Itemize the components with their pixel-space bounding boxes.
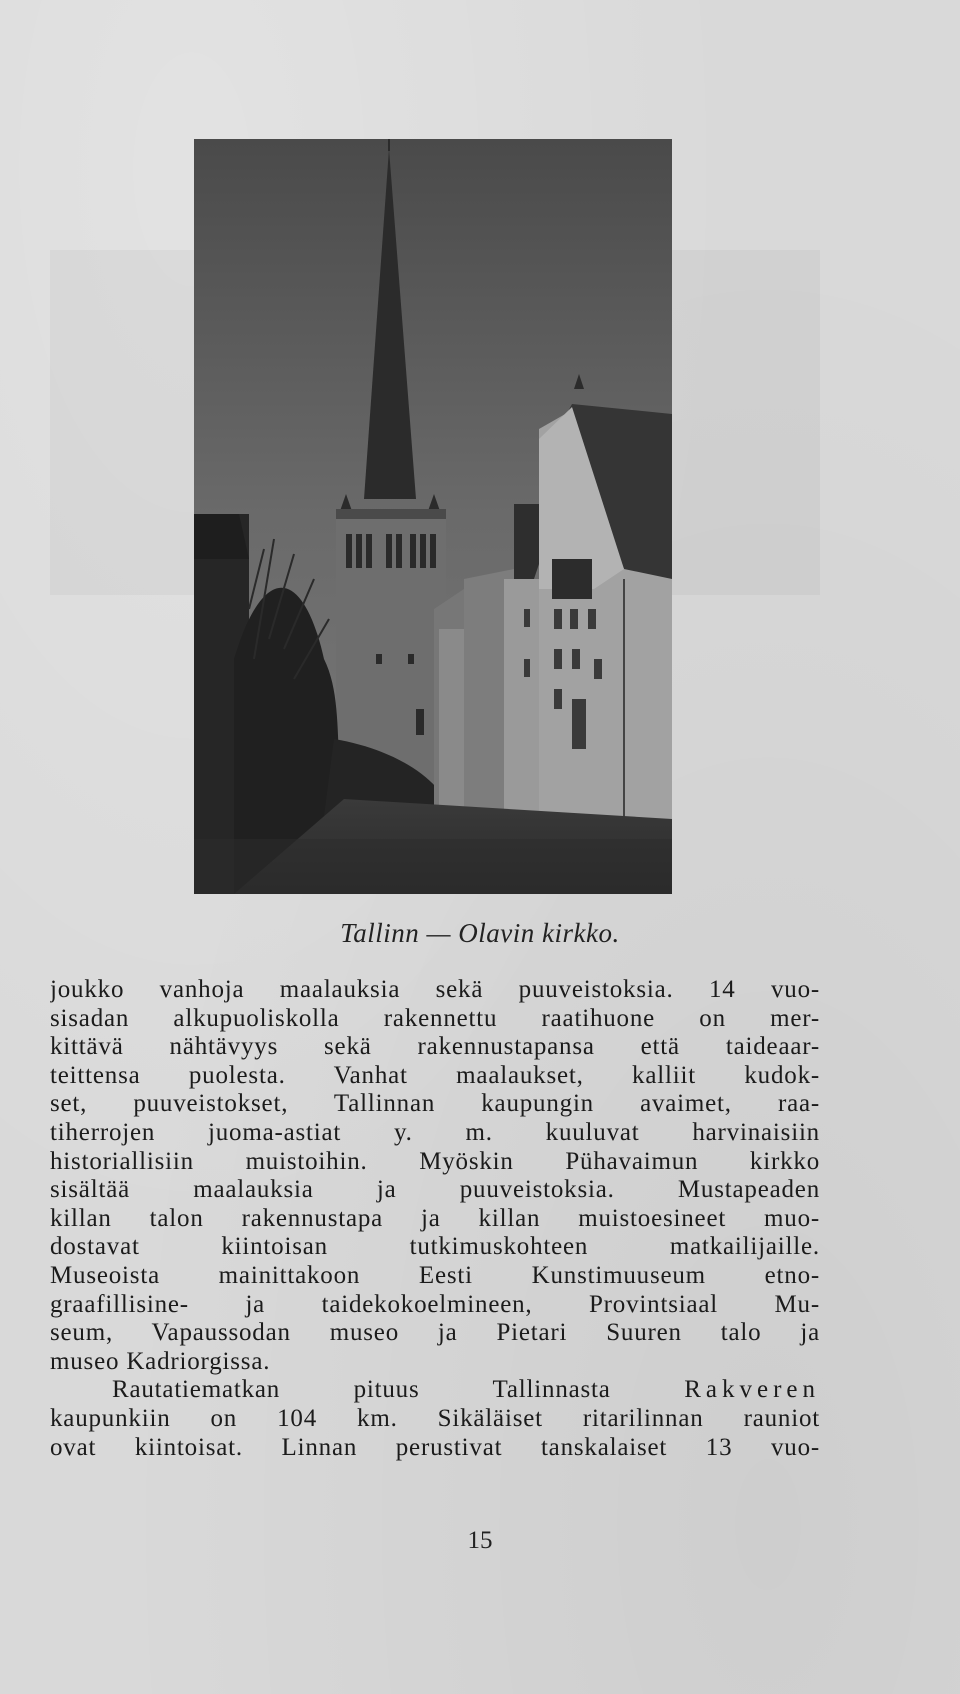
text-line: museo Kadriorgissa. [50, 1347, 271, 1375]
place-name-rakveren: Rakveren [684, 1376, 820, 1404]
text-line: killan talon rakennustapa ja killan muistoesineet muo- [50, 1204, 820, 1232]
text-line: kittävä nähtävyys sekä rakennustapansa että taideaar- [50, 1033, 820, 1061]
text-line: teittensa puolesta. Vanhat maalaukset, kalliit kudok- [50, 1061, 820, 1089]
text-line: set, puuveistokset, Tallinnan kaupungin avaimet, raa- [50, 1090, 820, 1118]
text-line: tiherrojen juoma-astiat y. m. kuuluvat harvinaisiin [50, 1118, 820, 1146]
photo-olavin-kirkko [194, 139, 672, 894]
text-line [50, 1376, 820, 1405]
text-line: sisadan alkupuoliskolla rakennettu raatihuone on mer- [50, 1004, 820, 1032]
text-line: ovat kiintoisat. Linnan perustivat tanskalaiset 13 vuo- [50, 1433, 820, 1461]
text-line: sisältää maalauksia ja puuveistoksia. Mustapeaden [50, 1176, 820, 1204]
photo-caption: Tallinn — Olavin kirkko. [340, 918, 620, 948]
text-line: historiallisiin muistoihin. Myöskin Pühavaimun kirkko [50, 1147, 820, 1175]
text-line: Museoista mainittakoon Eesti Kunstimuuseum etno- [50, 1261, 820, 1289]
body-text [50, 976, 820, 1462]
text-line: kaupunkiin on 104 km. Sikäläiset ritarilinnan rauniot [50, 1404, 820, 1432]
text-line: joukko vanhoja maalauksia sekä puuveistoksia. 14 vuo- [50, 976, 820, 1003]
text-line-start: Rautatiematkan pituus Tallinnasta [112, 1376, 611, 1404]
text-line: seum, Vapaussodan museo ja Pietari Suuren talo ja [50, 1319, 820, 1347]
text-line: dostavat kiintoisan tutkimuskohteen matkailijaille. [50, 1233, 820, 1261]
text-line: graafillisine- ja taidekokoelmineen, Provintsiaal Mu- [50, 1290, 820, 1318]
page-number: 15 [467, 1527, 493, 1554]
